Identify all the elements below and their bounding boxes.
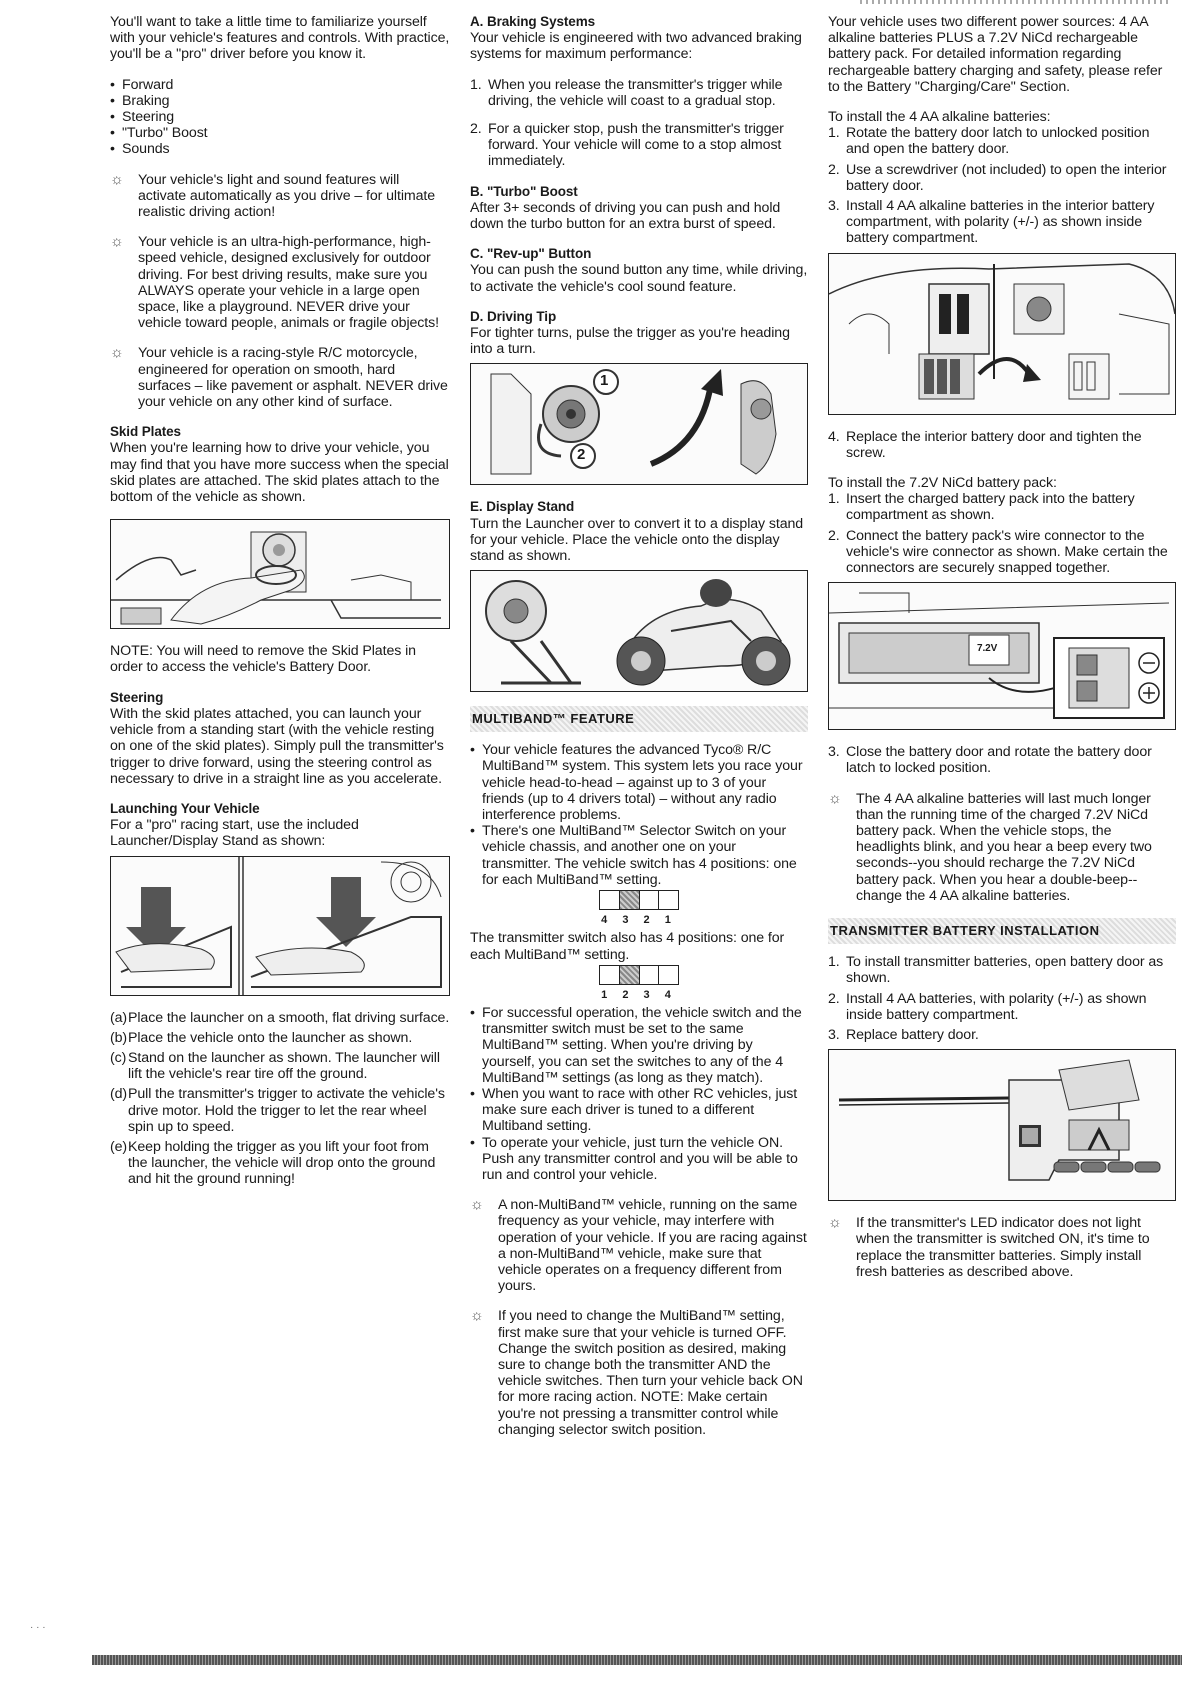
tip-block [110, 172, 450, 221]
tip-text: The 4 AA alkaline batteries will last much longer than the running time of the charged 7.2V NiCd battery pack. When the vehicle stops, the headlights blink, and you hear a beep every two seconds--you should recharge the 7.2V NiCd battery pack. When you hear a double-beep--change the 4 AA alkaline batteries. [856, 790, 1152, 904]
battery-pack-label: 7.2V [977, 643, 998, 655]
list-item: (e) Keep holding the trigger as you lift your foot from the launcher, the vehicle will drop onto the ground and hit the ground running! [110, 1138, 436, 1188]
list-item: (c) Stand on the launcher as shown. The launcher will lift the vehicle's rear tire off the ground. [110, 1049, 440, 1083]
tip-block [470, 1308, 808, 1438]
scan-edge-mark [860, 0, 1170, 4]
list-item: • Your vehicle features the advanced Tyco® R/C MultiBand™ system. This system lets you race your vehicle head-to-head – against up to 3 of your friends (up to 4 drivers total) – without any radio interference problems. [470, 742, 808, 823]
feature-list [110, 77, 450, 158]
steering-heading: Steering [110, 689, 164, 705]
power-intro-text: Your vehicle uses two different power sources: 4 AA alkaline batteries PLUS a 7.2V NiCd rechargeable battery pack. For detailed information regarding rechargeable battery charging and safety, please refer to the Battery "Charging/Care" Section. [828, 14, 1163, 95]
driving-tip-text: For tighter turns, pulse the trigger as you're heading into a turn. [470, 325, 790, 358]
list-item: 2. For a quicker stop, push the transmitter's trigger forward. Your vehicle will come to a stop almost immediately. [470, 121, 784, 170]
list-item: 1. When you release the transmitter's trigger while driving, the vehicle will coast to a gradual stop. [470, 76, 783, 109]
transmitter-multiband-switch: 1 2 3 4 [470, 965, 808, 1003]
list-item: • To operate your vehicle, just turn the vehicle ON. Push any transmitter control and you will be able to run and control your vehicle. [470, 1135, 808, 1184]
list-item: 3. Close the battery door and rotate the battery door latch to locked position. [828, 744, 1152, 777]
tip-text: A non-MultiBand™ vehicle, running on the same frequency as your vehicle, may interfere with operation of your vehicle. If you are racing against a non-MultiBand™ vehicle, make sure that vehicle operates on a frequency different from yours. [498, 1197, 807, 1295]
tip-text: Your vehicle's light and sound features will activate automatically as you drive – for ultimate realistic driving action! [138, 171, 436, 221]
tip-block [828, 791, 1176, 904]
driving-tip-heading: D. Driving Tip [470, 308, 557, 324]
lightbulb-icon: ☼ [110, 170, 124, 188]
list-item: 1. To install transmitter batteries, open battery door as shown. [828, 954, 1164, 987]
tip-text: Your vehicle is an ultra-high-performance, high-speed vehicle, designed exclusively for outdoor driving. For best driving results, make sure you ALWAYS operate your vehicle in a large open space, like a playground. NEVER drive your vehicle toward people, animals or fragile objects! [138, 234, 439, 332]
braking-steps [470, 77, 808, 170]
vehicle-multiband-switch: 4 3 2 1 [470, 890, 808, 928]
skid-plates-text: When you're learning how to drive your vehicle, you may find that you have more success when the special skid plates are attached. The skid plates attach to the bottom of the vehicle as shown. [110, 440, 449, 506]
pack-install-heading: To install the 7.2V NiCd battery pack: [828, 475, 1057, 492]
transmitter-turn-illustration [470, 363, 808, 485]
feature-item: • Sounds [110, 141, 450, 157]
column-left [110, 14, 450, 1202]
lightbulb-icon: ☼ [110, 344, 124, 362]
aa-install-step-4 [828, 429, 1176, 461]
list-item: 4. Replace the interior battery door and tighten the screw. [828, 428, 1142, 461]
list-item: 2. Use a screwdriver (not included) to open the interior battery door. [828, 161, 1167, 194]
transmitter-battery-section-header: TRANSMITTER BATTERY INSTALLATION [828, 918, 1176, 944]
footer-bar [92, 1655, 1182, 1665]
braking-text: Your vehicle is engineered with two advanced braking systems for maximum performance: [470, 30, 802, 63]
list-item: • There's one MultiBand™ Selector Switch on your vehicle chassis, and another one on your transmitter. The vehicle switch has 4 positions: one for each MultiBand™ setting. [470, 823, 808, 888]
tip-block [828, 1215, 1176, 1280]
launching-heading: Launching Your Vehicle [110, 800, 260, 816]
aa-install-steps [828, 125, 1176, 246]
aa-install-heading: To install the 4 AA alkaline batteries: [828, 109, 1051, 126]
intro-text: You'll want to take a little time to familiarize yourself with your vehicle's features and controls. With practice, you'll be a "pro" driver before you know it. [110, 14, 450, 63]
list-item: 3. Install 4 AA alkaline batteries in the interior battery compartment, with polarity (+/-) as shown inside battery compartment. [828, 198, 1155, 247]
display-stand-heading: E. Display Stand [470, 499, 575, 515]
multiband-list [470, 742, 808, 888]
launching-text: For a "pro" racing start, use the included Launcher/Display Stand as shown: [110, 817, 359, 850]
revup-heading: C. "Rev-up" Button [470, 246, 592, 262]
transmitter-battery-illustration [828, 1049, 1176, 1201]
list-item: 1. Insert the charged battery pack into the battery compartment as shown. [828, 491, 1135, 524]
braking-heading: A. Braking Systems [470, 14, 595, 29]
column-middle [470, 14, 808, 1452]
steering-text: With the skid plates attached, you can launch your vehicle from a standing start (with the vehicle resting on one of the skid plates). Simply pull the transmitter's trigger to drive forward, using the steering control as necessary to drive in a straight line as you accelerate. [110, 705, 444, 787]
multiband-list-2 [470, 1005, 808, 1183]
display-stand-illustration [470, 570, 808, 692]
list-item: 1. Rotate the battery door latch to unlocked position and open the battery door. [828, 125, 1150, 158]
list-item: • When you want to race with other RC vehicles, just make sure each driver is tuned to a different Multiband setting. [470, 1086, 808, 1135]
pack-install-step-3 [828, 744, 1176, 776]
transmitter-switch-text: The transmitter switch also has 4 positions: one for each MultiBand™ setting. [470, 930, 785, 963]
battery-pack-illustration [828, 582, 1176, 730]
revup-text: You can push the sound button any time, while driving, to activate the vehicle's cool sound feature. [470, 262, 808, 295]
feature-item: • Forward [110, 77, 450, 93]
tip-text: If you need to change the MultiBand™ setting, first make sure that your vehicle is turned OFF. Change the switch position as desired, making sure to change both the transmitter AND the vehicle switches. Then turn your vehicle back ON for more racing action. NOTE: Make certain you're not pressing a transmitter control while changing selector switch position. [498, 1308, 803, 1438]
transmitter-battery-steps [828, 954, 1176, 1043]
launch-steps [110, 1010, 450, 1188]
list-item: (d) Pull the transmitter's trigger to activate the vehicle's drive motor. Hold the trigger to let the rear wheel spin up to speed. [110, 1086, 445, 1135]
tip-block [470, 1197, 808, 1294]
scan-speck: · · · [30, 1622, 46, 1633]
turbo-text: After 3+ seconds of driving you can push and hold down the turbo button for an extra burst of speed. [470, 199, 781, 233]
feature-item: • Braking [110, 93, 450, 109]
feature-item: • Steering [110, 109, 450, 125]
list-item: (b) Place the vehicle onto the launcher as shown. [110, 1029, 413, 1046]
launcher-illustration [110, 856, 450, 996]
callout-2: 2 [577, 446, 586, 464]
pack-install-steps [828, 491, 1176, 576]
note-text: NOTE: You will need to remove the Skid Plates in order to access the vehicle's Battery Door. [110, 643, 416, 676]
list-item: 3. Replace battery door. [828, 1026, 979, 1043]
list-item: • For successful operation, the vehicle switch and the transmitter switch must be set to the same MultiBand™ setting. When you're driving by yourself, you can set the switches to any of the 4 MultiBand™ settings (as long as they match). [470, 1005, 808, 1086]
display-stand-text: Turn the Launcher over to convert it to a display stand for your vehicle. Place the vehicle onto the display stand as shown. [470, 515, 804, 565]
column-right [828, 14, 1176, 1294]
aa-battery-illustration [828, 253, 1176, 415]
turbo-heading: B. "Turbo" Boost [470, 183, 578, 199]
tip-block [110, 345, 450, 410]
tip-block [110, 234, 450, 331]
lightbulb-icon: ☼ [828, 1214, 842, 1232]
skid-plates-heading: Skid Plates [110, 424, 181, 440]
tip-text: If the transmitter's LED indicator does not light when the transmitter is switched ON, it's time to replace the transmitter batteries. Simply install fresh batteries as described above. [856, 1215, 1150, 1280]
feature-item: • "Turbo" Boost [110, 125, 450, 141]
lightbulb-icon: ☼ [470, 1196, 484, 1214]
lightbulb-icon: ☼ [470, 1307, 484, 1325]
list-item: 2. Connect the battery pack's wire connector to the vehicle's wire connector as shown. Make certain the connectors are securely snapped together. [828, 527, 1168, 577]
list-item: 2. Install 4 AA batteries, with polarity (+/-) as shown inside battery compartment. [828, 990, 1147, 1023]
tip-text: Your vehicle is a racing-style R/C motorcycle, engineered for operation on smooth, hard surfaces – like pavement or asphalt. NEVER drive your vehicle on any other kind of surface. [138, 345, 448, 411]
callout-1: 1 [600, 372, 609, 390]
skid-plate-illustration [110, 519, 450, 629]
lightbulb-icon: ☼ [110, 233, 124, 251]
multiband-section-header: MULTIBAND™ FEATURE [470, 706, 808, 732]
lightbulb-icon: ☼ [828, 789, 842, 807]
list-item: (a) Place the launcher on a smooth, flat driving surface. [110, 1009, 450, 1026]
